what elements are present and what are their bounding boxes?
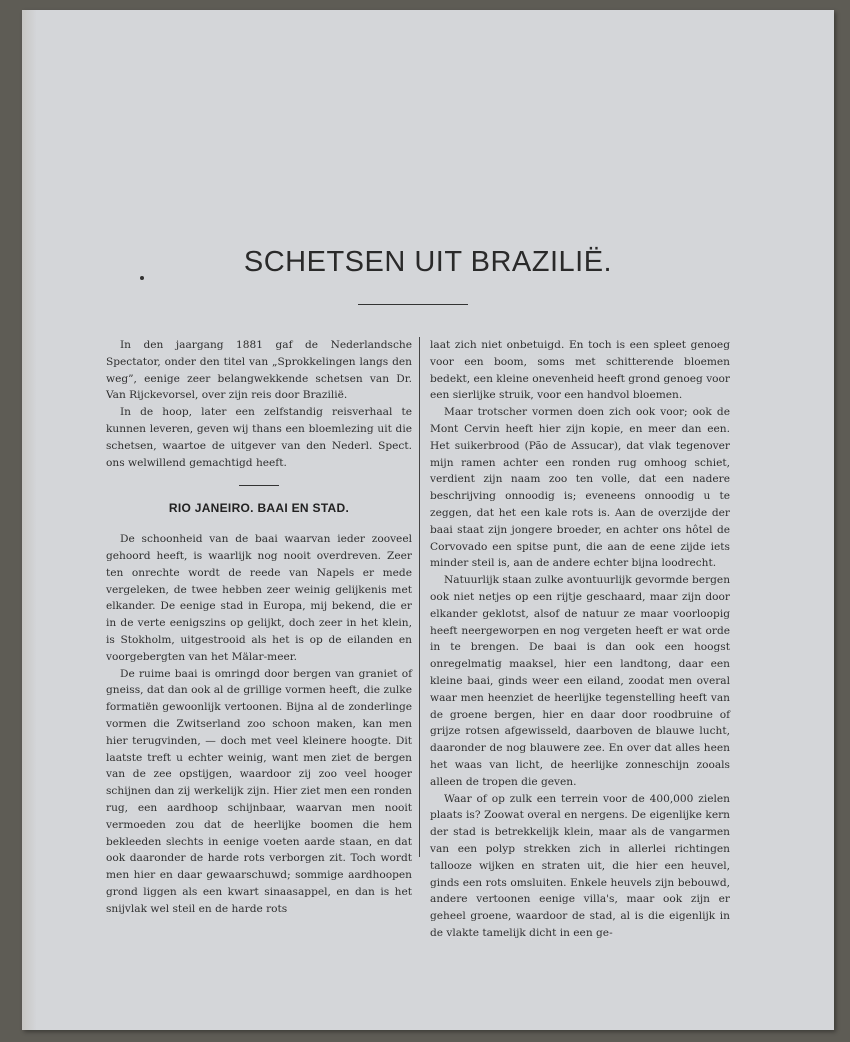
page-title: SCHETSEN UIT BRAZILIË. <box>243 246 613 278</box>
body-paragraph: laat zich niet onbetuigd. En toch is een spleet genoeg voor een boom, soms met schitterende bloemen bedekt, een kleine onevenheid heeft grond genoeg voor een sierlijke struik, voor een handvol bloemen. <box>430 339 730 402</box>
intro-paragraph: In de hoop, later een zelfstandig reisverhaal te kunnen leveren, geven wij thans een bloemlezing uit die schetsen, waartoe de uitgever van den Nederl. Spect. ons welwillend gemachtigd heeft. <box>106 406 412 469</box>
title-rule <box>358 304 468 305</box>
intro-paragraph: In den jaargang 1881 gaf de Nederlandsche Spectator, onder den titel van „Sprokkelingen langs den weg”, eenige zeer belangwekkende schetsen van Dr. Van Rijckevorsel, over zijn reis door Brazilië. <box>106 339 412 402</box>
document-page <box>22 10 834 1030</box>
body-paragraph: Natuurlijk staan zulke avontuurlijk gevormde bergen ook niet netjes op een rijtje geschaard, maar zijn door elkander geklotst, alsof de natuur ze maar voorloopig heeft neergeworpen en nog vergeten heeft er wat orde in te brengen. De baai is dan ook een hoogst onregelmatig maaksel, hier een landtong, daar een kleine baai, ginds weer een eiland, zoodat men overal waar men heenziet de heerlijke tegenstelling heeft van de groene bergen, hier en daar door roodbruine of grijze rotsen afgewisseld, daarboven de blauwe lucht, daaronder de nog blauwere zee. En over dat alles heen het waas van licht, de heerlijke zonneschijn zooals alleen de tropen die geven. <box>430 574 731 788</box>
left-column <box>106 337 412 918</box>
body-paragraph: De schoonheid van de baai waarvan ieder zooveel gehoord heeft, is waarlijk nog nooit overdreven. Zeer ten onrechte wordt de reede van Napels er mede vergeleken, de twee hebben zeer weinig gelijkenis met elkander. De eenige stad in Europa, mij bekend, die er in de verte eenigszins op gelijkt, doch zeer in het klein, is Stokholm, uitgestrooid als het is op de eilanden en voorgebergten van het Mälar-meer. <box>106 533 412 663</box>
body-paragraph: De ruime baai is omringd door bergen van graniet of gneiss, dat dan ook al de grillige vormen heeft, die zulke formatiën gewoonlijk vertoonen. Bijna al de zonderlinge vormen die Zwitserland zoo schoon maken, kan men hier terugvinden, — doch met veel kleinere hoogte. Dit laatste treft u echter weinig, want men ziet de bergen van de zee opstijgen, waardoor zij zoo veel hooger schijnen dan zij werkelijk zijn. Hier ziet men een ronden rug, een aardhoop schijnbaar, waarvan men nooit vermoeden zou dat de heerlijke boomen die hem bekleeden slechts in eenige voeten aarde staan, en dat ook daaronder de harde rots verborgen zit. Toch wordt men hier en daar gewaarschuwd; sommige aardhoopen grond liggen als een kwart sinaasappel, en dan is het snijvlak wel steil en de harde rots <box>106 667 412 915</box>
page-spine <box>22 10 36 1030</box>
section-rule <box>239 485 279 486</box>
section-heading: RIO JANEIRO. BAAI EN STAD. <box>168 501 350 516</box>
body-paragraph: Waar of op zulk een terrein voor de 400,000 zielen plaats is? Zoowat overal en nergens. De eigenlijke kern der stad is betrekkelijk klein, maar als de vangarmen van een polyp strekken zich in allerlei richtingen tallooze wijken en straten uit, die hier een heuvel, ginds een rots omsluiten. Enkele heuvels zijn bebouwd, andere vertoonen eenige villa's, maar ook zijn er geheel groene, waardoor de stad, al is die eigenlijk in de vlakte tamelijk dicht in een ge- <box>430 792 730 939</box>
column-divider <box>419 337 420 857</box>
decorative-dot <box>140 276 144 280</box>
body-paragraph: Maar trotscher vormen doen zich ook voor; ook de Mont Cervin heeft hier zijn kopie, en meer dan een. Het suikerbrood (Pão de Assucar), dat vlak tegenover mijn ramen achter een ronden rug omhoog schiet, verdient zijn naam zoo ten volle, dat een nadere beschrijving onnoodig is; eveneens onnoodig u te zeggen, dat het een kale rots is. Aan de overzijde der baai staat zijn jongere broeder, en achter ons hôtel de Corvovado een spitse punt, die aan de eene zijde iets minder steil is, aan de andere echter bijna loodrecht. <box>430 406 730 570</box>
right-column <box>430 337 730 942</box>
